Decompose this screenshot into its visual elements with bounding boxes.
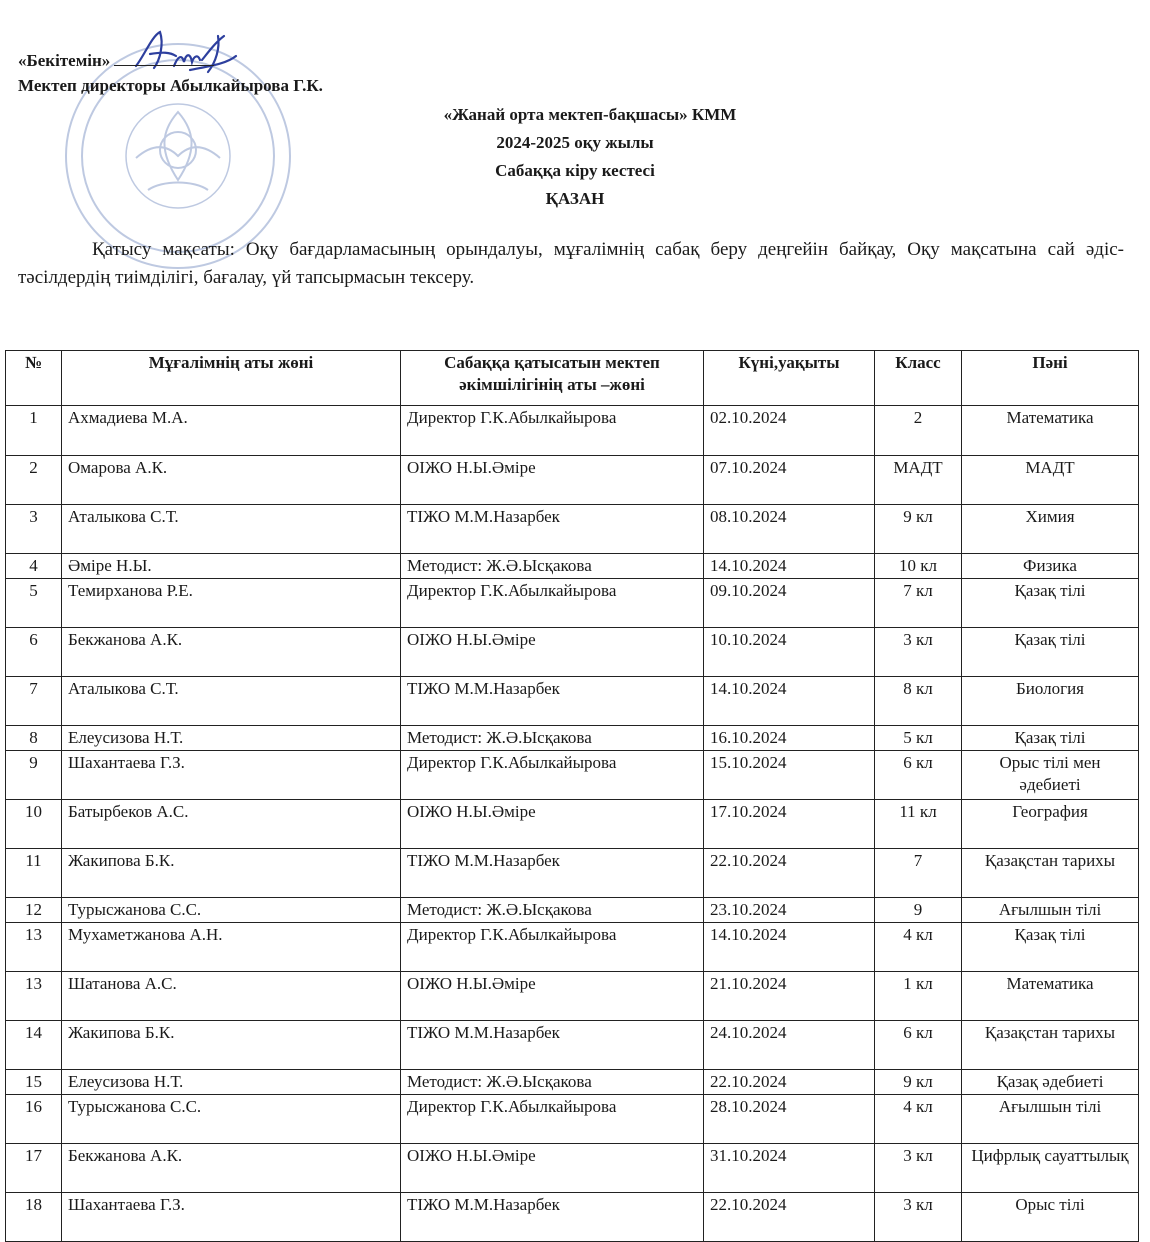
teacher-name: Шахантаева Г.З. (62, 1193, 401, 1242)
table-row (6, 898, 1139, 923)
subject-cell: МАДТ (962, 456, 1139, 505)
table-row (6, 406, 1139, 456)
approval-block (18, 48, 323, 98)
table-row (6, 972, 1139, 1021)
subject-cell: Қазақ тілі (962, 726, 1139, 751)
teacher-name: Ахмадиева М.А. (62, 406, 401, 456)
subject-cell: Қазақстан тарихы (962, 1021, 1139, 1070)
row-number: 10 (6, 800, 62, 849)
document-heading (0, 101, 1150, 213)
table-row (6, 726, 1139, 751)
administrator-name: ТІЖО М.М.Назарбек (401, 677, 704, 726)
table-row (6, 628, 1139, 677)
visit-date: 24.10.2024 (704, 1021, 875, 1070)
teacher-name: Жакипова Б.К. (62, 849, 401, 898)
subject-cell: Қазақстан тарихы (962, 849, 1139, 898)
table-row (6, 800, 1139, 849)
subject-cell: Цифрлық сауаттылық (962, 1144, 1139, 1193)
visit-date: 31.10.2024 (704, 1144, 875, 1193)
teacher-name: Елеусизова Н.Т. (62, 726, 401, 751)
visit-date: 21.10.2024 (704, 972, 875, 1021)
administrator-name: Методист: Ж.Ә.Ысқакова (401, 554, 704, 579)
class-cell: 7 (875, 849, 962, 898)
teacher-name: Әміре Н.Ы. (62, 554, 401, 579)
teacher-name: Темирханова Р.Е. (62, 579, 401, 628)
class-cell: 9 (875, 898, 962, 923)
column-header: Күні,уақыты (704, 351, 875, 406)
teacher-name: Турысжанова С.С. (62, 898, 401, 923)
purpose-paragraph: Қатысу мақсаты: Оқу бағдарламасының орындалуы, мұғалімнің сабақ беру деңгейін байқау, Оқу мақсатына сай әдіс-тәсілдердің тиімділігі, бағалау, үй тапсырмасын тексеру. (18, 239, 1124, 288)
visit-date: 09.10.2024 (704, 579, 875, 628)
administrator-name: Директор Г.К.Абылкайырова (401, 406, 704, 456)
row-number: 14 (6, 1021, 62, 1070)
visit-date: 22.10.2024 (704, 1193, 875, 1242)
class-cell: 4 кл (875, 923, 962, 972)
column-header: Мұғалімнің аты жөні (62, 351, 401, 406)
teacher-name: Турысжанова С.С. (62, 1095, 401, 1144)
row-number: 17 (6, 1144, 62, 1193)
month-title: ҚАЗАН (545, 189, 605, 208)
subject-cell: Ағылшын тілі (962, 1095, 1139, 1144)
column-header: № (6, 351, 62, 406)
row-number: 15 (6, 1070, 62, 1095)
row-number: 2 (6, 456, 62, 505)
visit-date: 16.10.2024 (704, 726, 875, 751)
administrator-name: ТІЖО М.М.Назарбек (401, 1193, 704, 1242)
signature-line (114, 51, 214, 66)
teacher-name: Мухаметжанова А.Н. (62, 923, 401, 972)
subject-cell: Қазақ тілі (962, 628, 1139, 677)
schedule-table (5, 350, 1139, 1242)
table-row (6, 1095, 1139, 1144)
director-line: Мектеп директоры Абылкайырова Г.К. (18, 76, 323, 95)
class-cell: 6 кл (875, 1021, 962, 1070)
column-header: Сабаққа қатысатын мектеп әкімшілігінің аты –жөні (401, 351, 704, 406)
row-number: 11 (6, 849, 62, 898)
subject-cell: Химия (962, 505, 1139, 554)
administrator-name: ОІЖО Н.Ы.Әміре (401, 800, 704, 849)
class-cell: 5 кл (875, 726, 962, 751)
visit-date: 14.10.2024 (704, 923, 875, 972)
teacher-name: Аталыкова С.Т. (62, 677, 401, 726)
visit-date: 23.10.2024 (704, 898, 875, 923)
visit-date: 07.10.2024 (704, 456, 875, 505)
subject-cell: Биология (962, 677, 1139, 726)
administrator-name: Методист: Ж.Ә.Ысқакова (401, 1070, 704, 1095)
school-year: 2024-2025 оқу жылы (496, 133, 654, 152)
row-number: 8 (6, 726, 62, 751)
row-number: 13 (6, 972, 62, 1021)
class-cell: 9 кл (875, 1070, 962, 1095)
row-number: 9 (6, 751, 62, 800)
class-cell: 11 кл (875, 800, 962, 849)
table-row (6, 1070, 1139, 1095)
row-number: 13 (6, 923, 62, 972)
table-row (6, 456, 1139, 505)
class-cell: 2 (875, 406, 962, 456)
class-cell: 10 кл (875, 554, 962, 579)
teacher-name: Бекжанова А.К. (62, 1144, 401, 1193)
table-row (6, 751, 1139, 800)
approval-row (18, 48, 323, 73)
row-number: 12 (6, 898, 62, 923)
class-cell: 3 кл (875, 1193, 962, 1242)
teacher-name: Бекжанова А.К. (62, 628, 401, 677)
administrator-name: ОІЖО Н.Ы.Әміре (401, 972, 704, 1021)
subject-cell: Физика (962, 554, 1139, 579)
row-number: 7 (6, 677, 62, 726)
administrator-name: Методист: Ж.Ә.Ысқакова (401, 898, 704, 923)
class-cell: 6 кл (875, 751, 962, 800)
class-cell: 7 кл (875, 579, 962, 628)
teacher-name: Шахантаева Г.З. (62, 751, 401, 800)
subject-cell: Қазақ тілі (962, 923, 1139, 972)
visit-date: 08.10.2024 (704, 505, 875, 554)
teacher-name: Батырбеков А.С. (62, 800, 401, 849)
administrator-name: ОІЖО Н.Ы.Әміре (401, 1144, 704, 1193)
class-cell: 8 кл (875, 677, 962, 726)
visit-date: 02.10.2024 (704, 406, 875, 456)
document-title: Сабаққа кіру кестесі (495, 161, 655, 180)
visit-date: 17.10.2024 (704, 800, 875, 849)
table-row (6, 923, 1139, 972)
subject-cell: Қазақ тілі (962, 579, 1139, 628)
visit-date: 22.10.2024 (704, 849, 875, 898)
administrator-name: ТІЖО М.М.Назарбек (401, 849, 704, 898)
class-cell: МАДТ (875, 456, 962, 505)
table-row (6, 849, 1139, 898)
organization-name: «Жанай орта мектеп-бақшасы» КММ (443, 105, 737, 124)
class-cell: 4 кл (875, 1095, 962, 1144)
visit-date: 15.10.2024 (704, 751, 875, 800)
visit-date: 10.10.2024 (704, 628, 875, 677)
visit-date: 14.10.2024 (704, 554, 875, 579)
table-row (6, 554, 1139, 579)
subject-cell: Математика (962, 972, 1139, 1021)
row-number: 5 (6, 579, 62, 628)
table-row (6, 505, 1139, 554)
row-number: 3 (6, 505, 62, 554)
table-row (6, 1144, 1139, 1193)
teacher-name: Жакипова Б.К. (62, 1021, 401, 1070)
table-row (6, 1021, 1139, 1070)
subject-cell: Орыс тілі (962, 1193, 1139, 1242)
subject-cell: Қазақ әдебиеті (962, 1070, 1139, 1095)
table-row (6, 677, 1139, 726)
teacher-name: Аталыкова С.Т. (62, 505, 401, 554)
column-header: Класс (875, 351, 962, 406)
row-number: 1 (6, 406, 62, 456)
administrator-name: Директор Г.К.Абылкайырова (401, 923, 704, 972)
column-header: Пәні (962, 351, 1139, 406)
administrator-name: Директор Г.К.Абылкайырова (401, 751, 704, 800)
subject-cell: Ағылшын тілі (962, 898, 1139, 923)
table-row (6, 579, 1139, 628)
class-cell: 1 кл (875, 972, 962, 1021)
table-header-row (6, 351, 1139, 406)
administrator-name: ТІЖО М.М.Назарбек (401, 505, 704, 554)
visit-date: 22.10.2024 (704, 1070, 875, 1095)
administrator-name: Директор Г.К.Абылкайырова (401, 1095, 704, 1144)
subject-cell: Орыс тілі мен әдебиеті (962, 751, 1139, 800)
table-row (6, 1193, 1139, 1242)
teacher-name: Омарова А.К. (62, 456, 401, 505)
subject-cell: Математика (962, 406, 1139, 456)
row-number: 6 (6, 628, 62, 677)
class-cell: 3 кл (875, 1144, 962, 1193)
teacher-name: Шатанова А.С. (62, 972, 401, 1021)
administrator-name: ОІЖО Н.Ы.Әміре (401, 456, 704, 505)
class-cell: 9 кл (875, 505, 962, 554)
administrator-name: Методист: Ж.Ә.Ысқакова (401, 726, 704, 751)
class-cell: 3 кл (875, 628, 962, 677)
subject-cell: География (962, 800, 1139, 849)
visit-date: 28.10.2024 (704, 1095, 875, 1144)
row-number: 18 (6, 1193, 62, 1242)
teacher-name: Елеусизова Н.Т. (62, 1070, 401, 1095)
administrator-name: ТІЖО М.М.Назарбек (401, 1021, 704, 1070)
row-number: 4 (6, 554, 62, 579)
administrator-name: Директор Г.К.Абылкайырова (401, 579, 704, 628)
approved-label: «Бекітемін» (18, 51, 111, 70)
administrator-name: ОІЖО Н.Ы.Әміре (401, 628, 704, 677)
row-number: 16 (6, 1095, 62, 1144)
visit-date: 14.10.2024 (704, 677, 875, 726)
